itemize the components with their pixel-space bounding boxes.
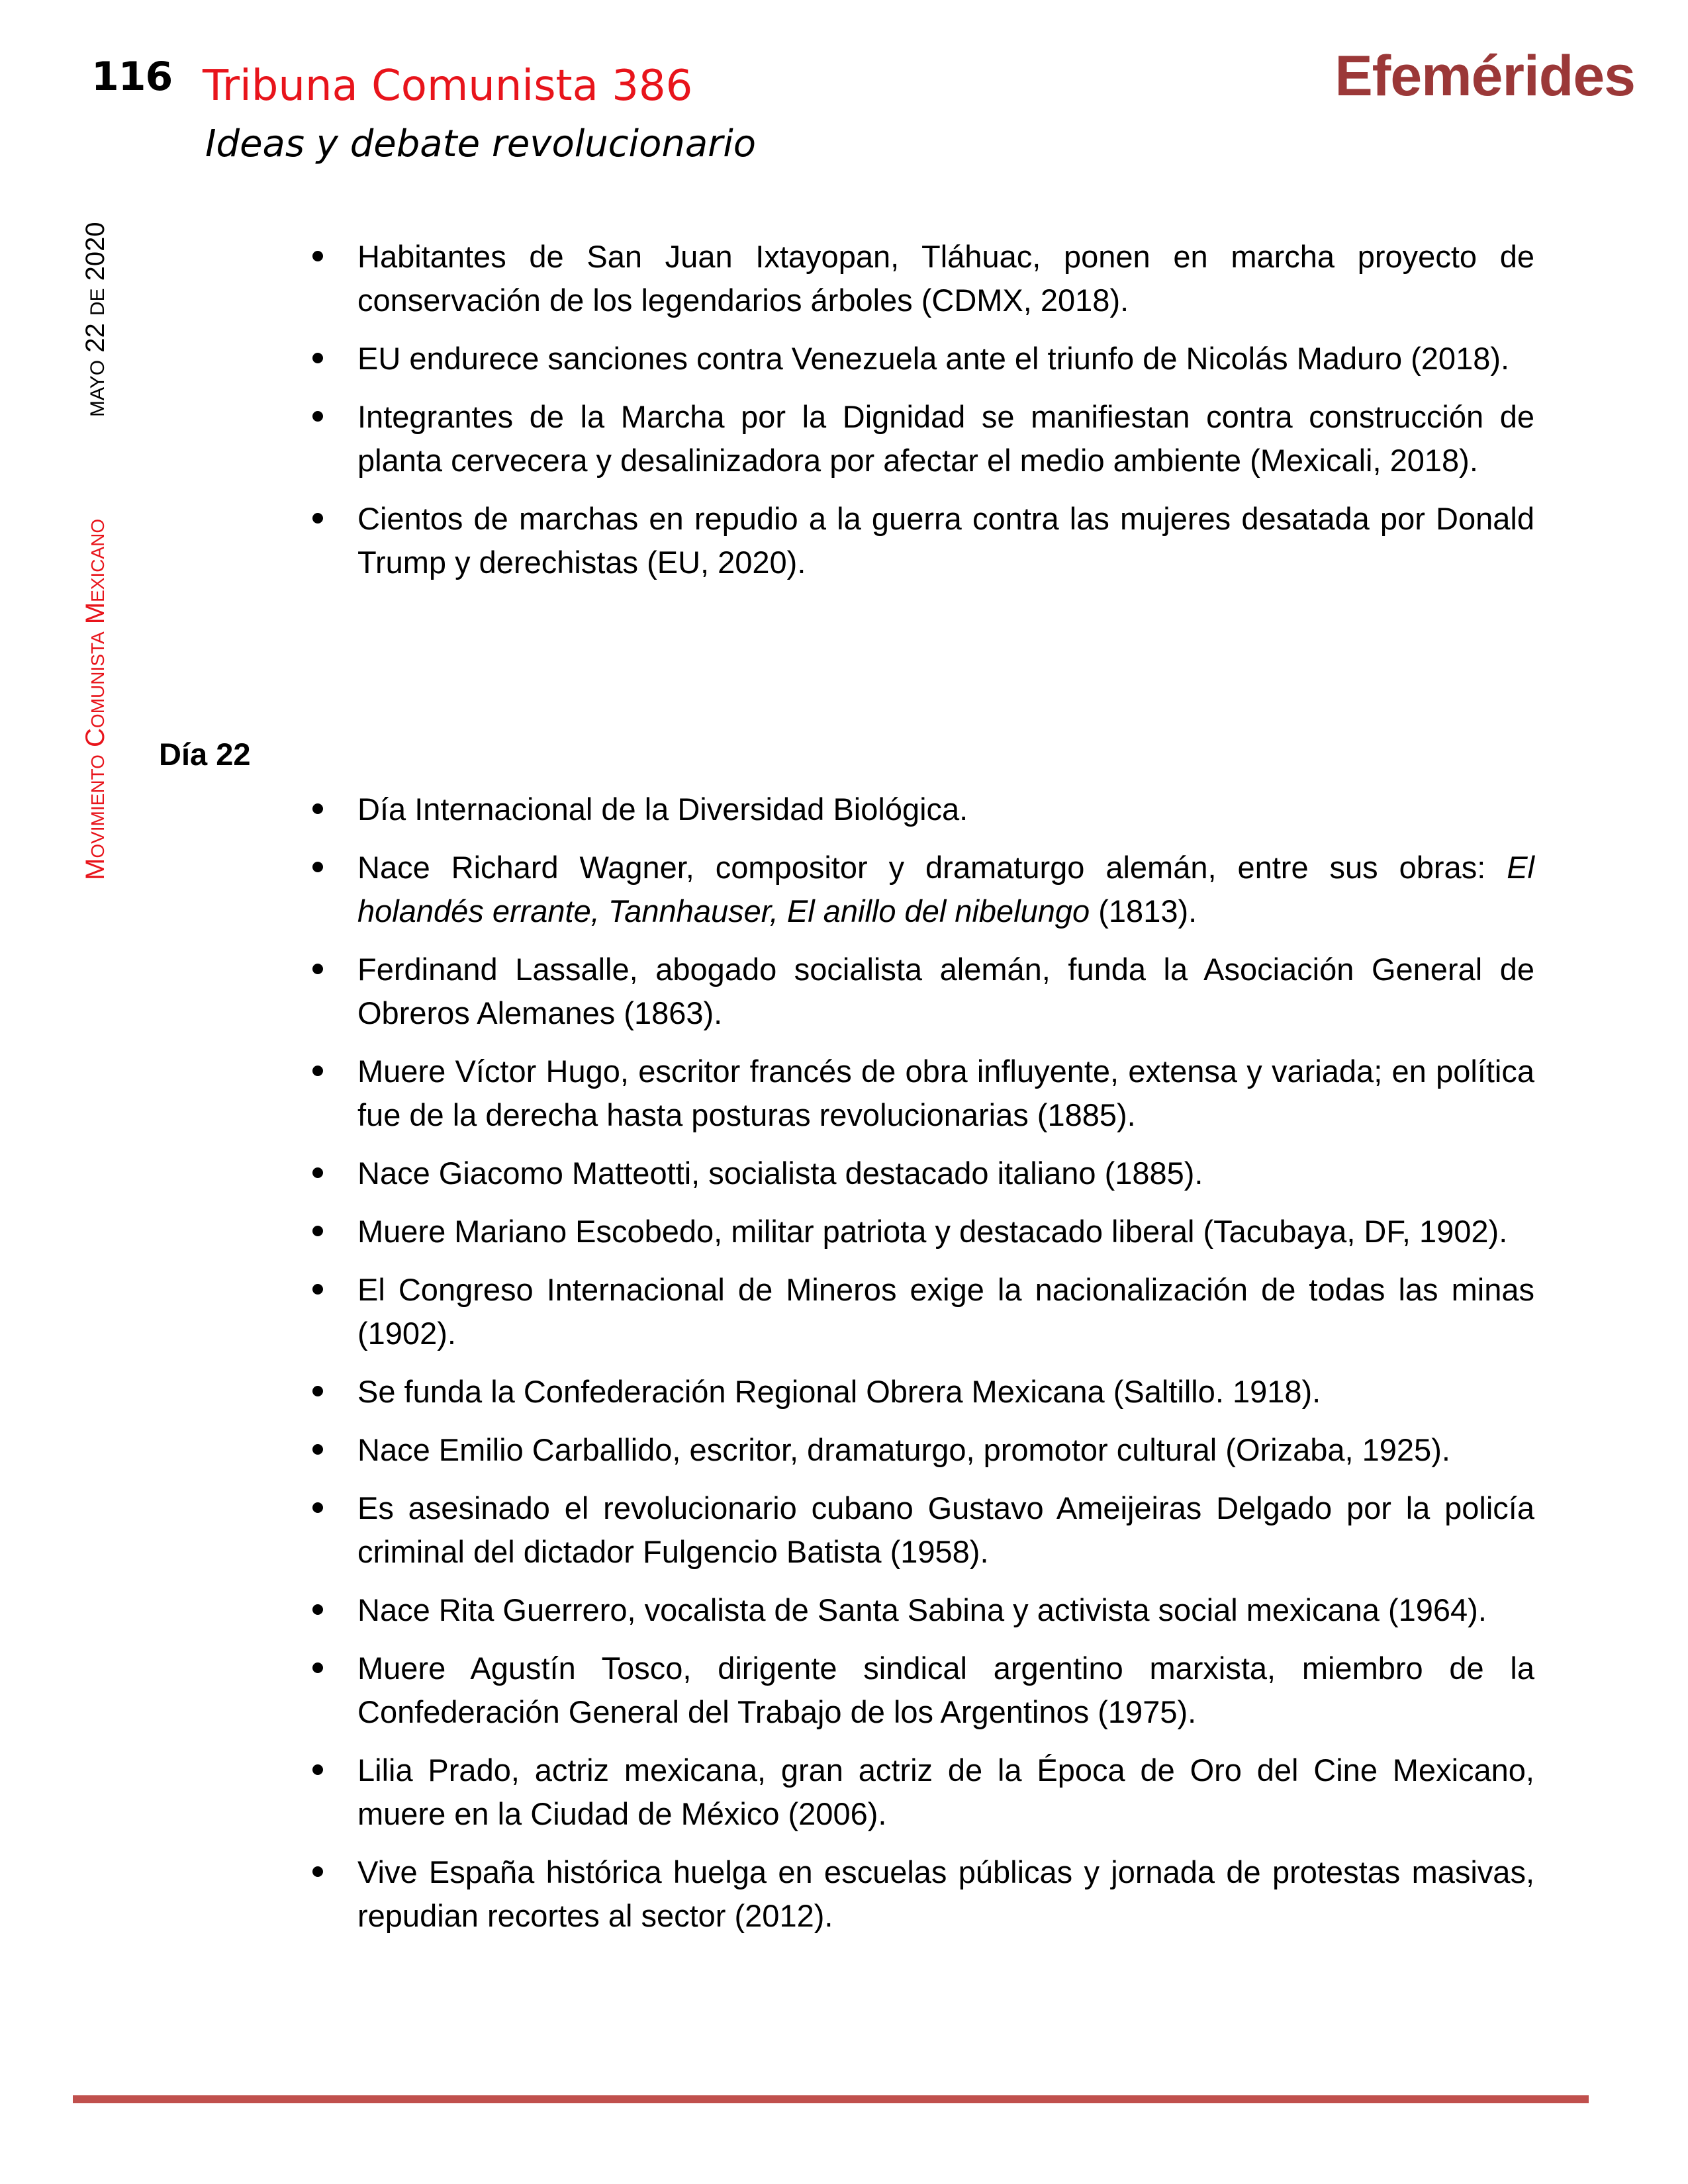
event-text: Se funda la Confederación Regional Obrera Mexicana (Saltillo. 1918). (357, 1374, 1321, 1409)
previous-day-event-list (0, 235, 1688, 599)
list-item (0, 1370, 1688, 1414)
event-text: Vive España histórica huelga en escuelas públicas y jornada de protestas masivas, repudian recortes al sector (2012). (357, 1854, 1534, 1933)
bullet-icon (312, 862, 323, 872)
bullet-icon (312, 411, 323, 422)
bullet-icon (312, 251, 323, 261)
list-item (0, 1152, 1688, 1195)
event-text: Lilia Prado, actriz mexicana, gran actriz de la Época de Oro del Cine Mexicano, muere en la Ciudad de México (2006). (357, 1752, 1534, 1831)
bullet-icon (312, 1604, 323, 1615)
footer-divider (73, 2095, 1589, 2103)
sidebar-date-year: 2020 (81, 222, 110, 281)
event-text: Ferdinand Lassalle, abogado socialista alemán, funda la Asociación General de Obreros Alemanes (1863). (357, 952, 1534, 1030)
day22-event-list (0, 788, 1688, 1952)
sidebar-date-de: DE (87, 288, 109, 316)
publication-title: Tribuna Comunista 386 (203, 62, 693, 111)
bullet-icon (312, 513, 323, 523)
list-item (0, 337, 1688, 381)
event-text: Nace Giacomo Matteotti, socialista destacado italiano (1885). (357, 1156, 1203, 1191)
publication-subtitle: Ideas y debate revolucionario (205, 122, 757, 165)
event-text: Muere Mariano Escobedo, militar patriota y destacado liberal (Tacubaya, DF, 1902). (357, 1214, 1508, 1249)
event-text-post: (1813). (1090, 893, 1197, 929)
list-item (0, 235, 1688, 322)
list-item (0, 1647, 1688, 1734)
bullet-icon (312, 1226, 323, 1236)
page-number: 116 (91, 54, 173, 100)
sidebar-date-month: MAYO (87, 359, 109, 417)
event-text: Nace Emilio Carballido, escritor, dramaturgo, promotor cultural (Orizaba, 1925). (357, 1432, 1450, 1467)
bullet-icon (312, 1066, 323, 1076)
bullet-icon (312, 1866, 323, 1877)
list-item (0, 1486, 1688, 1574)
event-text-works: El holandés errante, Tannhauser, El anillo del nibelungo (357, 850, 1534, 929)
list-item (0, 1850, 1688, 1938)
list-item (0, 395, 1688, 482)
list-item (0, 1050, 1688, 1137)
list-item (0, 788, 1688, 831)
list-item (0, 948, 1688, 1035)
sidebar-date-day: 22 (81, 323, 110, 353)
event-text: EU endurece sanciones contra Venezuela ante el triunfo de Nicolás Maduro (2018). (357, 341, 1510, 376)
bullet-icon (312, 353, 323, 363)
event-text: Integrantes de la Marcha por la Dignidad se manifiestan contra construcción de planta cervecera y desalinizadora por afectar el medio ambiente (Mexicali, 2018). (357, 399, 1534, 478)
event-text: Muere Agustín Tosco, dirigente sindical argentino marxista, miembro de la Confederación General del Trabajo de los Argentinos (1975). (357, 1651, 1534, 1729)
bullet-icon (312, 1444, 323, 1455)
sidebar-organization: Movimiento Comunista Mexicano (81, 518, 110, 880)
event-text: Es asesinado el revolucionario cubano Gustavo Ameijeiras Delgado por la policía criminal del dictador Fulgencio Batista (1958). (357, 1490, 1534, 1569)
event-text: Nace Rita Guerrero, vocalista de Santa Sabina y activista social mexicana (1964). (357, 1592, 1487, 1627)
list-item (0, 1268, 1688, 1355)
event-text: Muere Víctor Hugo, escritor francés de obra influyente, extensa y variada; en política fue de la derecha hasta posturas revolucionarias (1885). (357, 1054, 1534, 1132)
event-text: Cientos de marchas en repudio a la guerra contra las mujeres desatada por Donald Trump y derechistas (EU, 2020). (357, 501, 1534, 580)
event-text: El Congreso Internacional de Mineros exige la nacionalización de todas las minas (1902). (357, 1272, 1534, 1351)
event-text-pre: Nace Richard Wagner, compositor y dramaturgo alemán, entre sus obras: (357, 850, 1507, 885)
bullet-icon (312, 1662, 323, 1673)
list-item (0, 846, 1688, 933)
bullet-icon (312, 964, 323, 974)
list-item (0, 1749, 1688, 1836)
bullet-icon (312, 803, 323, 814)
bullet-icon (312, 1502, 323, 1513)
section-title: Efemérides (1335, 44, 1635, 108)
list-item (0, 1210, 1688, 1253)
list-item (0, 497, 1688, 584)
bullet-icon (312, 1386, 323, 1396)
bullet-icon (312, 1167, 323, 1178)
bullet-icon (312, 1284, 323, 1295)
list-item (0, 1588, 1688, 1632)
day-heading: Día 22 (159, 737, 251, 772)
bullet-icon (312, 1764, 323, 1775)
list-item (0, 1428, 1688, 1472)
event-text: Habitantes de San Juan Ixtayopan, Tláhuac, ponen en marcha proyecto de conservación de los legendarios árboles (CDMX, 2018). (357, 239, 1534, 318)
event-text: Día Internacional de la Diversidad Biológica. (357, 792, 968, 827)
